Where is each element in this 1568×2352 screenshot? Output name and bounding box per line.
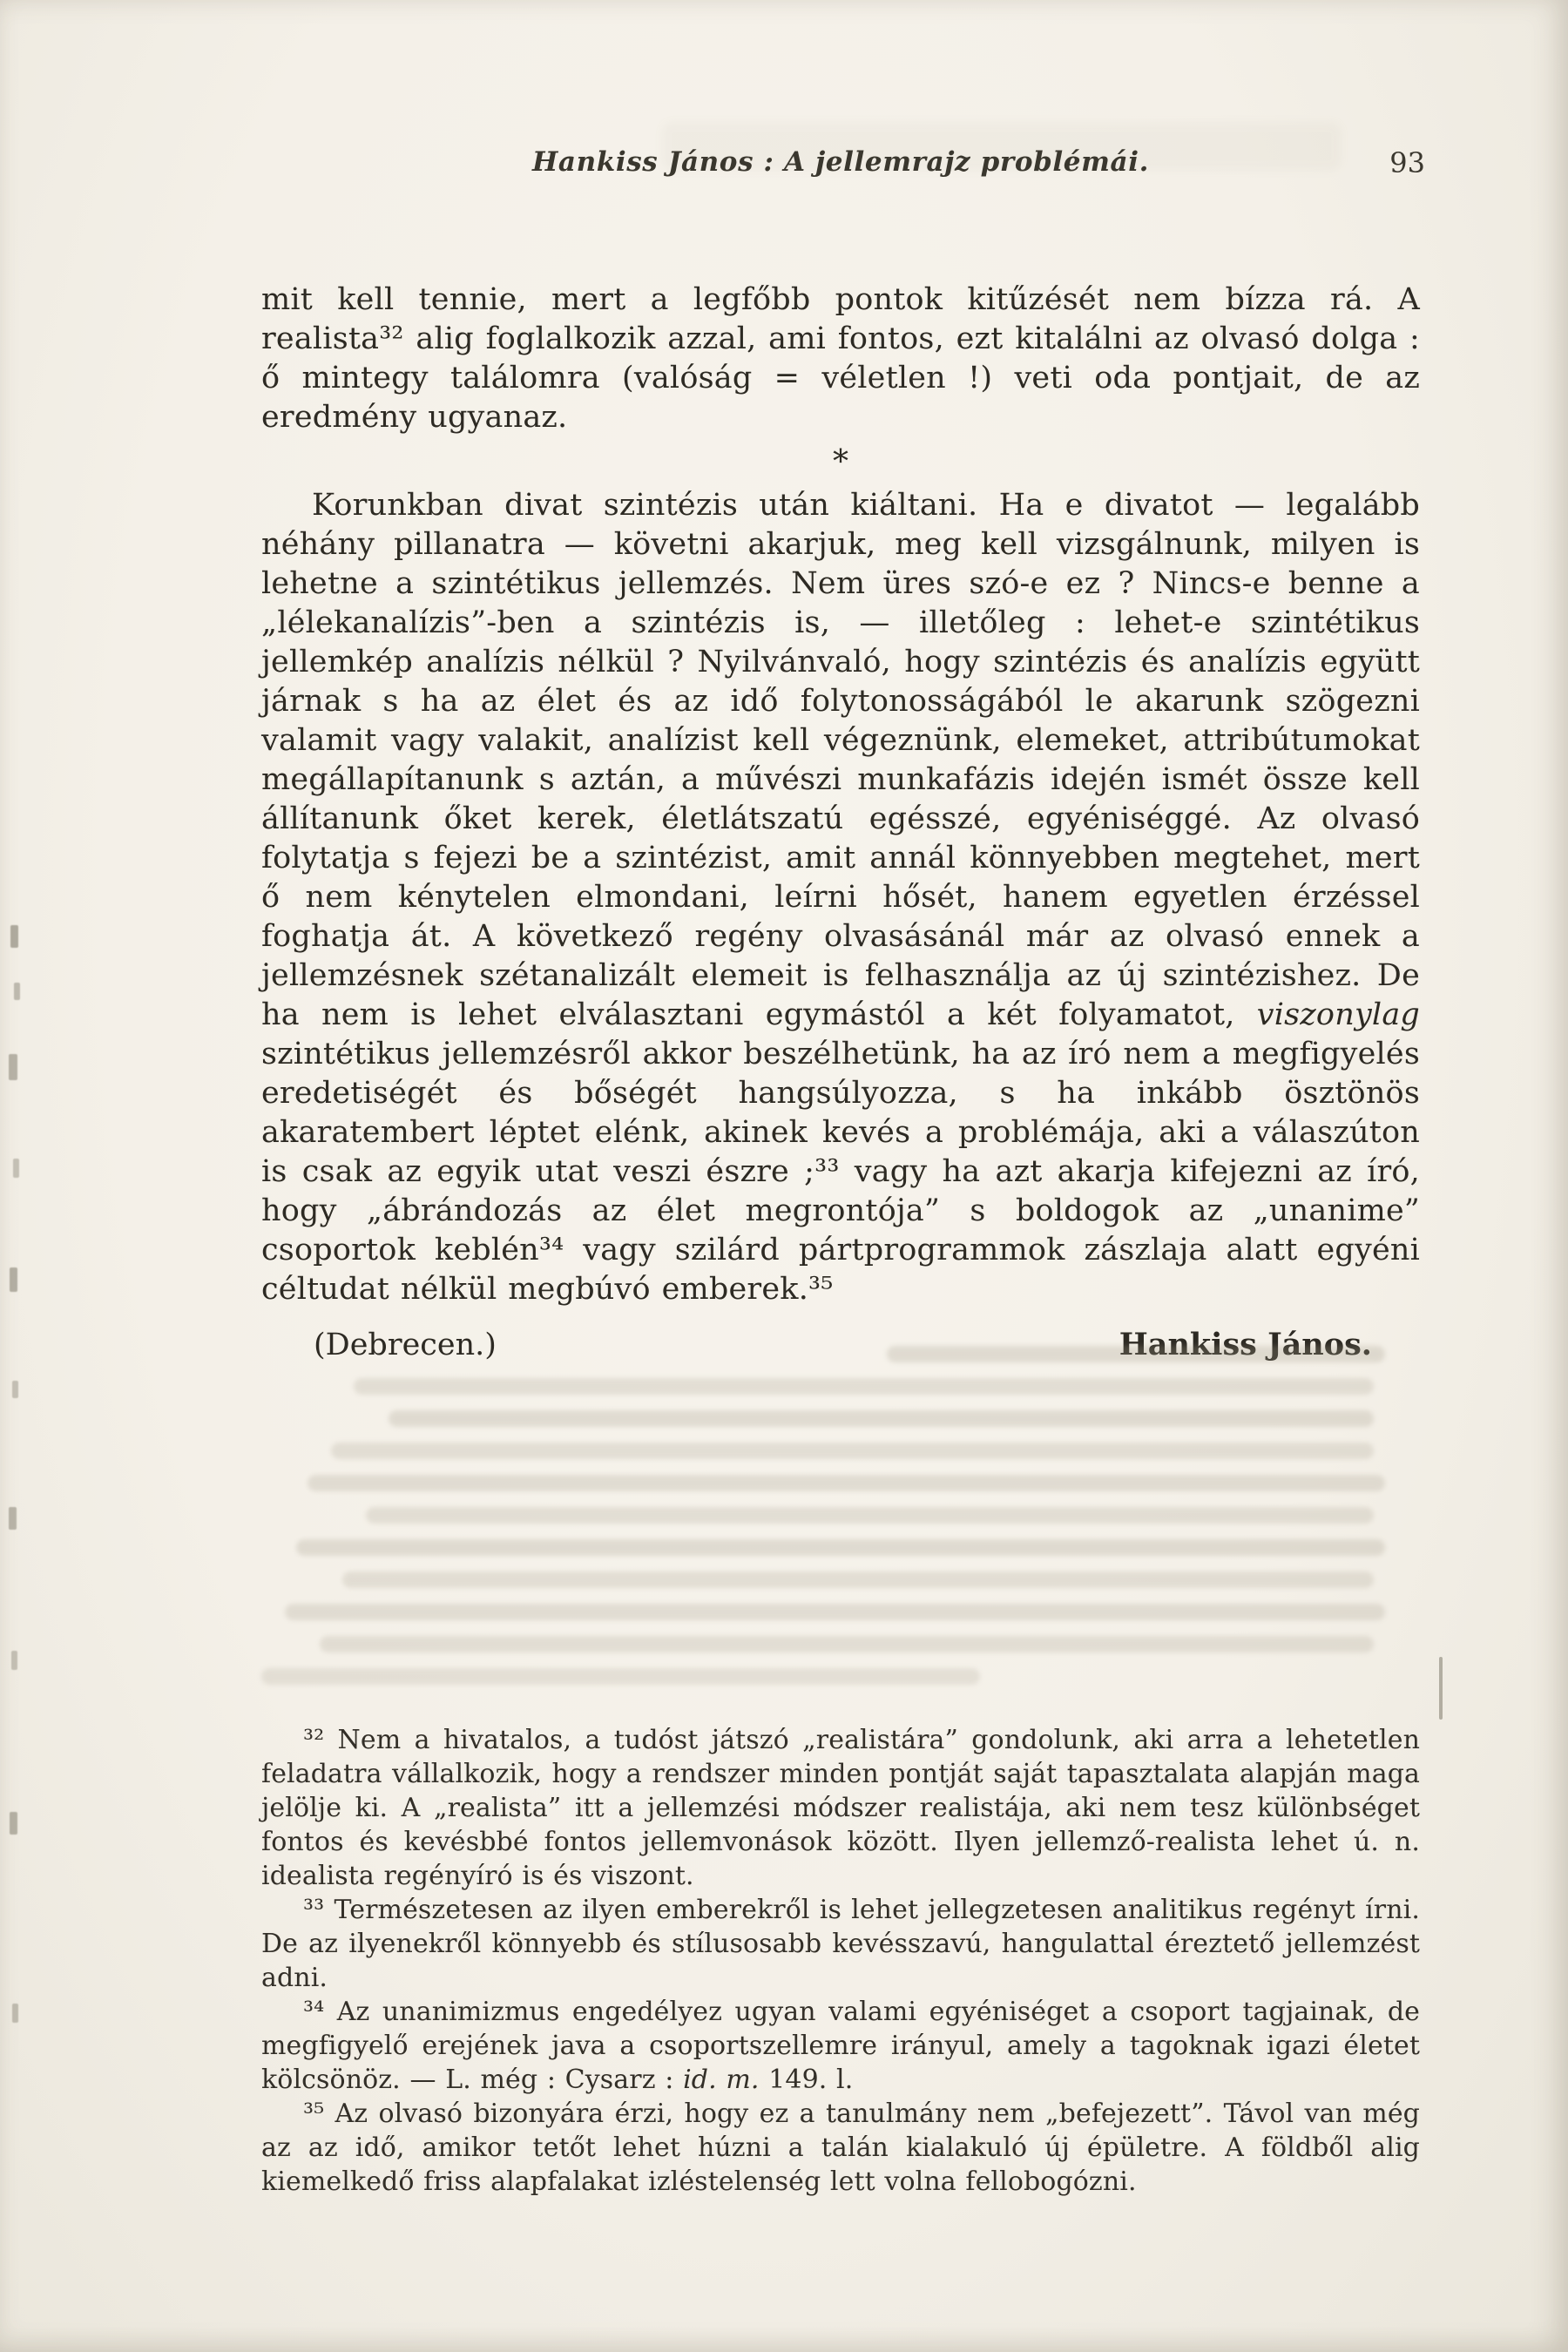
scan-speck <box>9 1507 17 1530</box>
scan-speck <box>10 925 18 948</box>
paragraph-text: Korunkban divat szintézis után kiáltani. Ha e divatot — legalább néhány pillanatra — követni akarjuk, meg kell vizsgálnunk, milyen is lehetne a szintétikus jellemzés. Nem üres szó-e ez ? Nincs-e benne a „lélekanalízis”-ben a szintézis is, — illetőleg : lehet-e szintétikus jellemkép analízis nélkül ? Nyilvánvaló, hogy szintézis és analízis együtt járnak s ha az élet és az idő folytonosságából le akarunk szögezni valamit vagy valakit, analízist kell végeznünk, elemeket, attribútumokat megállapítanunk s aztán, a művészi munkafázis idején ismét össze kell állítanunk őket kerek, életlátszatú egésszé, egyéniséggé. Az olvasó folytatja s fejezi be a szintézist, amit annál könnyebben megtehet, mert ő nem kénytelen elmondani, leírni hősét, hanem egyetlen érzéssel foghatja át. A következő regény olvasásánál már az olvasó ennek a jellemzésnek szétanalizált elemeit is felhasználja az új szintézishez. De ha nem is lehet elválasztani egymástól a két folyamatot, <box>261 488 1420 1032</box>
scan-speck <box>14 983 20 1000</box>
scan-speck <box>10 1812 17 1835</box>
footnote-35: ³⁵ Az olvasó bizonyára érzi, hogy ez a tanulmány nem „befejezett”. Távol van még az az idő, amikor tetőt lehet húzni a talán kialakuló új épületre. A földből alig kiemelkedő friss alapfalakat izléstelenség lett volna fellobogózni. <box>261 2099 1420 2197</box>
footnote-33: ³³ Természetesen az ilyen emberekről is lehet jellegzetesen analitikus regényt írni. De az ilyenekről könnyebb és stílusosabb kevésszavú, hangulattal éreztető jellemzést adni. <box>261 1895 1420 1993</box>
footnote-32: ³² Nem a hivatalos, a tudóst játszó „realistára” gondolunk, aki arra a lehetetlen feladatra vállalkozik, hogy a rendszer minden pontját saját tapasztalata alapján maga jelölje ki. A „realista” itt a jellemzési módszer realistája, aki nem tesz különbséget fontos és kevésbbé fontos jellemvonások között. Ilyen jellemző-realista lehet ú. n. idealista regényíró is és viszont. <box>261 1725 1420 1891</box>
scan-speck <box>9 1054 17 1080</box>
footnote-text: 149. l. <box>759 2065 854 2095</box>
scan-speck <box>12 2004 18 2023</box>
footnotes-section <box>261 1723 1420 2199</box>
paragraph-text: szintétikus jellemzésről akkor beszélhetünk, ha az író nem a megfigyelés eredetiségét és bőségét hangsúlyozza, s ha inkább ösztönös akaratembert léptet elénk, akinek kevés a problémája, aki a válaszúton is csak az egyik utat veszi észre ;³³ vagy ha azt akarja kifejezni az író, hogy „ábrándozás az élet megrontója” s boldogok az „unanime” csoportok keblén³⁴ vagy szilárd pártprogrammok zászlaja alatt egyéni céltudat nélkül megbúvó emberek.³⁵ <box>261 1037 1420 1307</box>
page-number: 93 <box>1389 146 1425 179</box>
section-separator-star: * <box>833 444 848 480</box>
author-name: Hankiss János. <box>1119 1327 1372 1362</box>
page-header <box>261 146 1425 179</box>
scan-speck <box>11 1651 17 1670</box>
paragraph-main <box>261 486 1420 1309</box>
footnote-emphasis: id. m. <box>683 2065 760 2095</box>
scan-speck <box>12 1381 18 1398</box>
emphasis-text: viszonylag <box>1256 997 1420 1032</box>
place-name: (Debrecen.) <box>314 1328 497 1362</box>
paragraph-continuation: mit kell tennie, mert a legfőbb pontok kitűzését nem bízza rá. A realista³² alig foglalkozik azzal, ami fontos, ezt kitalálni az olvasó dolga : ő mintegy találomra (valóság = véletlen !) veti oda pontjait, de az eredmény ugyanaz. <box>261 282 1420 435</box>
scan-mark <box>1439 1657 1443 1720</box>
scan-speck <box>13 1159 19 1178</box>
footnote-34 <box>261 1995 1420 2097</box>
running-title: Hankiss János : A jellemrajz problémái. <box>532 146 1149 178</box>
scan-speck <box>10 1267 17 1292</box>
bleed-through-artifact <box>261 1346 1420 1707</box>
footnote-text: ³⁴ Az unanimizmus engedélyez ugyan valami egyéniséget a csoport tagjainak, de megfigyelő erejének java a csoportszellemre irányul, amely a tagoknak igazi életet kölcsönöz. — L. még : Cysarz : <box>261 1997 1420 2095</box>
article-body <box>261 280 1420 1362</box>
